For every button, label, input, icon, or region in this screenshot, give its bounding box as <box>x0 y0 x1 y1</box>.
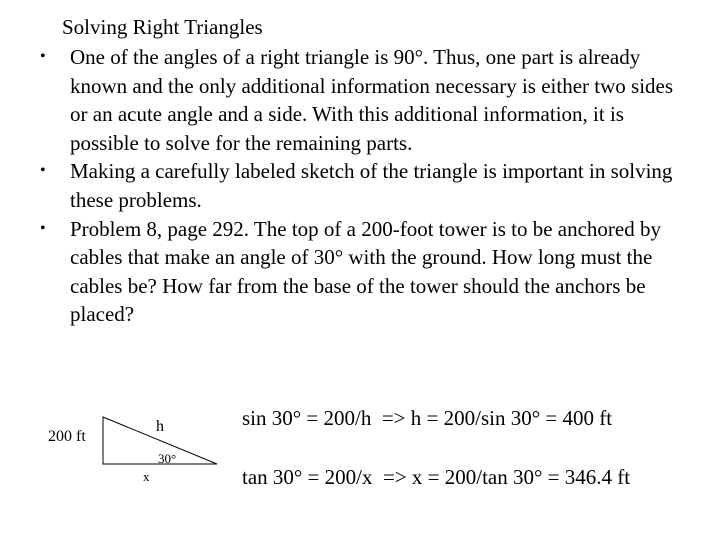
bullet-marker: • <box>40 219 46 237</box>
base-label: x <box>143 469 150 484</box>
tangent-equation: tan 30° = 200/x => x = 200/tan 30° = 346.4 ft <box>242 465 631 489</box>
bullet-item <box>0 43 690 157</box>
bullet-marker: • <box>40 48 46 65</box>
bullet-item <box>0 215 690 329</box>
hypotenuse-label: h <box>156 418 164 435</box>
sine-equation: sin 30° = 200/h => h = 200/sin 30° = 400 ft <box>242 406 613 430</box>
height-label: 200 ft <box>48 428 86 445</box>
triangle-diagram <box>40 390 240 500</box>
bullet-list <box>0 43 720 329</box>
bullet-text: Making a carefully labeled sketch of the triangle is important in solving these problems. <box>70 159 673 212</box>
slide-title: Solving Right Triangles <box>62 15 263 39</box>
bullet-marker: • <box>40 162 46 180</box>
bullet-text: One of the angles of a right triangle is 90°. Thus, one part is already known and the only additional information necessary is either two sides or an acute angle and a side. With this additional information, it is possible to solve for the remaining parts. <box>70 45 674 155</box>
bullet-text: Problem 8, page 292. The top of a 200-foot tower is to be anchored by cables that make an angle of 30° with the ground. How long must the cables be? How far from the base of the tower should the anchors be placed? <box>70 216 661 327</box>
bullet-item <box>0 157 690 214</box>
angle-label: 30° <box>158 451 177 466</box>
